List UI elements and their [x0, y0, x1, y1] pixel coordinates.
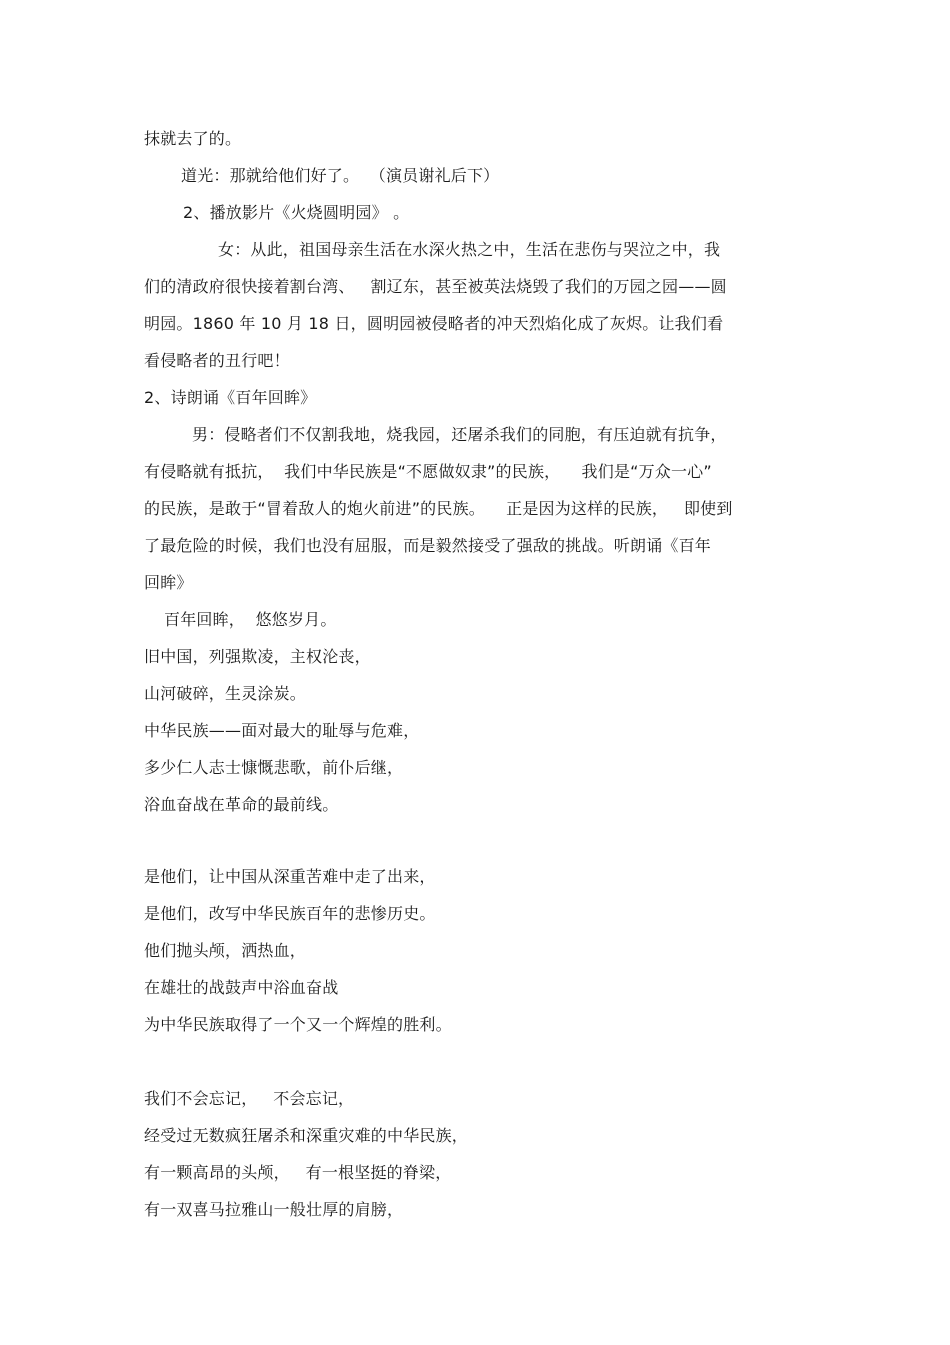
text-line: 回眸》 [144, 573, 193, 592]
text-line: 女：从此，祖国母亲生活在水深火热之中，生活在悲伤与哭泣之中，我 [218, 240, 721, 259]
text-line: 男：侵略者们不仅割我地，烧我园，还屠杀我们的同胞，有压迫就有抗争， [192, 425, 727, 444]
text-line: 看侵略者的丑行吧！ [144, 351, 290, 370]
text-line: 的民族，是敢于“冒着敌人的炮火前进”的民族。 正是因为这样的民族， 即使到 [144, 499, 733, 518]
text-line: 2、诗朗诵《百年回眸》 [144, 388, 317, 407]
text-line: 在雄壮的战鼓声中浴血奋战 [144, 978, 339, 997]
text-line: 了最危险的时候，我们也没有屈服，而是毅然接受了强敌的挑战。听朗诵《百年 [144, 536, 712, 555]
text-line: 为中华民族取得了一个又一个辉煌的胜利。 [144, 1015, 452, 1034]
text-line: 道光：那就给他们好了。 （演员谢礼后下） [181, 166, 500, 185]
text-line: 浴血奋战在革命的最前线。 [144, 795, 339, 814]
text-line: 经受过无数疯狂屠杀和深重灾难的中华民族， [144, 1126, 469, 1145]
text-line: 有一双喜马拉雅山一般壮厚的肩膀， [144, 1200, 404, 1219]
text-line: 们的清政府很快接着割台湾、 割辽东，甚至被英法烧毁了我们的万园之园——圆 [144, 277, 727, 296]
text-line: 2、播放影片《火烧圆明园》 。 [183, 203, 410, 222]
text-line: 有一颗高昂的头颅， 有一根坚挺的脊梁， [144, 1163, 452, 1182]
text-line: 中华民族——面对最大的耻辱与危难， [144, 721, 420, 740]
text-line: 明园。1860 年 10 月 18 日，圆明园被侵略者的冲天烈焰化成了灰烬。让我们看 [144, 314, 724, 333]
text-line: 抹就去了的。 [144, 129, 242, 148]
text-line: 他们抛头颅，洒热血， [144, 941, 307, 960]
text-line: 多少仁人志士慷慨悲歌，前仆后继， [144, 758, 404, 777]
text-line: 山河破碎，生灵涂炭。 [144, 684, 307, 703]
text-line: 我们不会忘记， 不会忘记， [144, 1089, 355, 1108]
text-line: 是他们，改写中华民族百年的悲惨历史。 [144, 904, 436, 923]
text-line: 百年回眸， 悠悠岁月。 [164, 610, 337, 629]
text-line: 旧中国，列强欺凌，主权沦丧， [144, 647, 371, 666]
text-line: 是他们，让中国从深重苦难中走了出来， [144, 867, 436, 886]
text-line: 有侵略就有抵抗， 我们中华民族是“不愿做奴隶”的民族， 我们是“万众一心” [144, 462, 712, 481]
